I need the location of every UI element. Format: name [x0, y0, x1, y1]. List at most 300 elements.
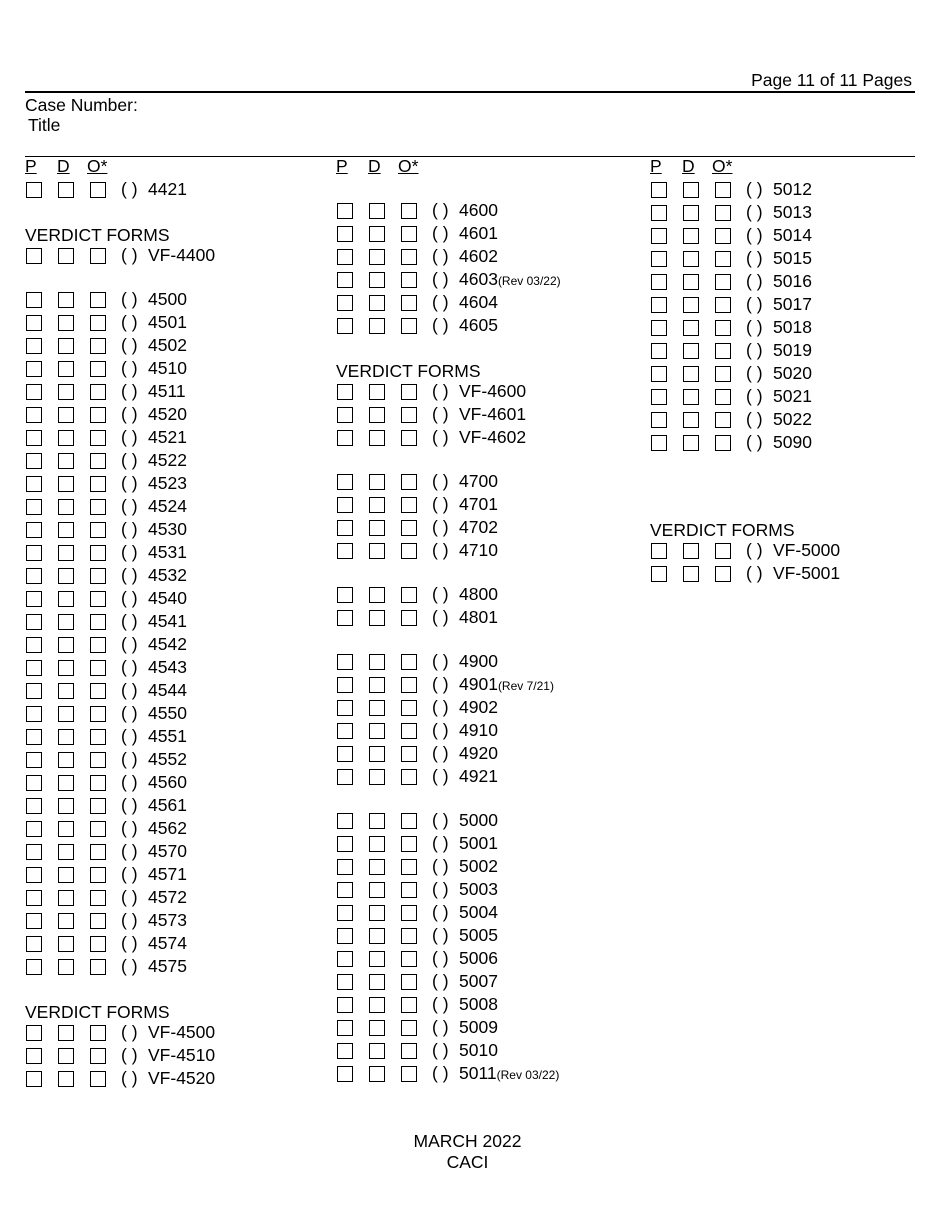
- plaintiff-checkbox[interactable]: [651, 228, 667, 244]
- defendant-checkbox[interactable]: [58, 430, 74, 446]
- defendant-checkbox[interactable]: [369, 226, 385, 242]
- defendant-checkbox[interactable]: [369, 497, 385, 513]
- plaintiff-checkbox[interactable]: [651, 274, 667, 290]
- instruction-number-text: VF-4400: [148, 245, 216, 265]
- other-checkbox[interactable]: [401, 249, 417, 265]
- plaintiff-checkbox[interactable]: [337, 1020, 353, 1036]
- plaintiff-checkbox[interactable]: [337, 746, 353, 762]
- instruction-number-text: 4501: [148, 312, 187, 332]
- instruction-number-text: 4523: [148, 473, 187, 493]
- plaintiff-checkbox[interactable]: [26, 545, 42, 561]
- defendant-checkbox[interactable]: [58, 867, 74, 883]
- instruction-row: [25, 246, 315, 269]
- other-checkbox[interactable]: [90, 292, 106, 308]
- defendant-checkbox[interactable]: [58, 959, 74, 975]
- plaintiff-checkbox[interactable]: [26, 867, 42, 883]
- plaintiff-checkbox[interactable]: [337, 430, 353, 446]
- other-checkbox[interactable]: [90, 959, 106, 975]
- plaintiff-checkbox[interactable]: [26, 430, 42, 446]
- plaintiff-checkbox[interactable]: [651, 412, 667, 428]
- plaintiff-checkbox[interactable]: [651, 543, 667, 559]
- other-checkbox[interactable]: [90, 476, 106, 492]
- other-checkbox[interactable]: [401, 318, 417, 334]
- plaintiff-checkbox[interactable]: [337, 520, 353, 536]
- instruction-row: [336, 767, 626, 790]
- other-checkbox[interactable]: [715, 228, 731, 244]
- plaintiff-checkbox[interactable]: [337, 295, 353, 311]
- plaintiff-checkbox[interactable]: [26, 936, 42, 952]
- plaintiff-checkbox[interactable]: [26, 453, 42, 469]
- instruction-number: [459, 247, 498, 266]
- other-checkbox[interactable]: [715, 182, 731, 198]
- defendant-checkbox[interactable]: [369, 974, 385, 990]
- instruction-number: [459, 472, 498, 491]
- plaintiff-checkbox[interactable]: [26, 752, 42, 768]
- defendant-checkbox[interactable]: [369, 859, 385, 875]
- defendant-checkbox[interactable]: [58, 248, 74, 264]
- paren-marker: ( ): [432, 494, 449, 514]
- plaintiff-checkbox[interactable]: [337, 249, 353, 265]
- other-checkbox[interactable]: [401, 723, 417, 739]
- other-checkbox[interactable]: [90, 1048, 106, 1064]
- plaintiff-checkbox[interactable]: [26, 913, 42, 929]
- defendant-checkbox[interactable]: [683, 435, 699, 451]
- defendant-checkbox[interactable]: [683, 366, 699, 382]
- other-checkbox[interactable]: [90, 936, 106, 952]
- other-checkbox[interactable]: [90, 752, 106, 768]
- other-checkbox[interactable]: [401, 746, 417, 762]
- plaintiff-checkbox[interactable]: [26, 1048, 42, 1064]
- defendant-checkbox[interactable]: [369, 249, 385, 265]
- defendant-checkbox[interactable]: [369, 610, 385, 626]
- defendant-checkbox[interactable]: [683, 412, 699, 428]
- plaintiff-checkbox[interactable]: [26, 384, 42, 400]
- spacer: [650, 456, 940, 477]
- other-checkbox[interactable]: [401, 497, 417, 513]
- other-checkbox[interactable]: [401, 769, 417, 785]
- other-checkbox[interactable]: [90, 545, 106, 561]
- defendant-checkbox[interactable]: [58, 890, 74, 906]
- plaintiff-checkbox[interactable]: [26, 890, 42, 906]
- plaintiff-checkbox[interactable]: [337, 497, 353, 513]
- defendant-checkbox[interactable]: [58, 453, 74, 469]
- plaintiff-checkbox[interactable]: [337, 226, 353, 242]
- instruction-number-text: 5006: [459, 948, 498, 968]
- defendant-checkbox[interactable]: [58, 637, 74, 653]
- other-checkbox[interactable]: [90, 361, 106, 377]
- instruction-number-text: 5008: [459, 994, 498, 1014]
- plaintiff-checkbox[interactable]: [337, 407, 353, 423]
- defendant-checkbox[interactable]: [369, 700, 385, 716]
- paren-marker: ( ): [432, 584, 449, 604]
- other-checkbox[interactable]: [715, 389, 731, 405]
- plaintiff-checkbox[interactable]: [337, 203, 353, 219]
- plaintiff-checkbox[interactable]: [337, 610, 353, 626]
- paren-marker: ( ): [432, 1040, 449, 1060]
- plaintiff-checkbox[interactable]: [337, 654, 353, 670]
- plaintiff-checkbox[interactable]: [26, 407, 42, 423]
- plaintiff-checkbox[interactable]: [26, 292, 42, 308]
- defendant-checkbox[interactable]: [369, 543, 385, 559]
- paren-marker: ( ): [121, 887, 138, 907]
- plaintiff-checkbox[interactable]: [651, 251, 667, 267]
- instruction-number-text: VF-4510: [148, 1045, 216, 1065]
- plaintiff-checkbox[interactable]: [26, 775, 42, 791]
- instruction-number: [148, 497, 187, 516]
- paren-marker: ( ): [432, 697, 449, 717]
- defendant-checkbox[interactable]: [369, 723, 385, 739]
- instruction-row: [336, 880, 626, 903]
- other-checkbox[interactable]: [401, 928, 417, 944]
- plaintiff-checkbox[interactable]: [26, 614, 42, 630]
- plaintiff-checkbox[interactable]: [26, 499, 42, 515]
- plaintiff-checkbox[interactable]: [26, 182, 42, 198]
- defendant-checkbox[interactable]: [58, 315, 74, 331]
- other-checkbox[interactable]: [401, 882, 417, 898]
- defendant-checkbox[interactable]: [58, 545, 74, 561]
- other-checkbox[interactable]: [401, 203, 417, 219]
- other-checkbox[interactable]: [401, 1043, 417, 1059]
- plaintiff-checkbox[interactable]: [337, 1066, 353, 1082]
- plaintiff-checkbox[interactable]: [651, 435, 667, 451]
- paren-marker: ( ): [432, 971, 449, 991]
- defendant-checkbox[interactable]: [58, 683, 74, 699]
- plaintiff-checkbox[interactable]: [26, 1025, 42, 1041]
- other-checkbox[interactable]: [401, 654, 417, 670]
- defendant-checkbox[interactable]: [683, 566, 699, 582]
- column-header: [336, 157, 626, 180]
- defendant-checkbox[interactable]: [369, 1043, 385, 1059]
- other-checkbox[interactable]: [90, 182, 106, 198]
- instruction-number: [459, 811, 498, 830]
- defendant-checkbox[interactable]: [58, 292, 74, 308]
- plaintiff-checkbox[interactable]: [337, 928, 353, 944]
- plaintiff-checkbox[interactable]: [337, 951, 353, 967]
- other-checkbox[interactable]: [715, 366, 731, 382]
- defendant-checkbox[interactable]: [369, 295, 385, 311]
- other-checkbox[interactable]: [401, 813, 417, 829]
- plaintiff-checkbox[interactable]: [26, 315, 42, 331]
- defendant-checkbox[interactable]: [369, 430, 385, 446]
- defendant-checkbox[interactable]: [369, 654, 385, 670]
- plaintiff-checkbox[interactable]: [337, 272, 353, 288]
- defendant-checkbox[interactable]: [683, 274, 699, 290]
- paren-marker: ( ): [746, 294, 763, 314]
- defendant-checkbox[interactable]: [369, 384, 385, 400]
- paren-marker: ( ): [432, 994, 449, 1014]
- instruction-number-text: 5010: [459, 1040, 498, 1060]
- other-checkbox[interactable]: [90, 729, 106, 745]
- defendant-checkbox[interactable]: [58, 1048, 74, 1064]
- header-rule: [25, 91, 915, 93]
- defendant-checkbox[interactable]: [58, 1025, 74, 1041]
- plaintiff-checkbox[interactable]: [337, 859, 353, 875]
- defendant-checkbox[interactable]: [683, 205, 699, 221]
- other-checkbox[interactable]: [90, 890, 106, 906]
- defendant-checkbox[interactable]: [58, 844, 74, 860]
- other-checkbox[interactable]: [90, 614, 106, 630]
- other-checkbox[interactable]: [90, 568, 106, 584]
- instruction-number: [148, 313, 187, 332]
- other-checkbox[interactable]: [401, 226, 417, 242]
- plaintiff-checkbox[interactable]: [26, 338, 42, 354]
- other-checkbox[interactable]: [715, 251, 731, 267]
- defendant-checkbox[interactable]: [683, 182, 699, 198]
- other-checkbox[interactable]: [401, 677, 417, 693]
- defendant-checkbox[interactable]: [58, 821, 74, 837]
- other-checkbox[interactable]: [90, 430, 106, 446]
- other-checkbox[interactable]: [401, 1020, 417, 1036]
- plaintiff-checkbox[interactable]: [337, 677, 353, 693]
- defendant-checkbox[interactable]: [58, 913, 74, 929]
- plaintiff-checkbox[interactable]: [651, 205, 667, 221]
- other-checkbox[interactable]: [401, 610, 417, 626]
- other-checkbox[interactable]: [90, 248, 106, 264]
- defendant-checkbox[interactable]: [58, 752, 74, 768]
- plaintiff-checkbox[interactable]: [26, 844, 42, 860]
- defendant-checkbox[interactable]: [369, 407, 385, 423]
- plaintiff-checkbox[interactable]: [337, 723, 353, 739]
- plaintiff-checkbox[interactable]: [26, 798, 42, 814]
- defendant-checkbox[interactable]: [58, 522, 74, 538]
- paren-marker: ( ): [121, 657, 138, 677]
- instruction-row: [336, 949, 626, 972]
- defendant-checkbox[interactable]: [369, 272, 385, 288]
- instruction-number-text: VF-4601: [459, 404, 527, 424]
- plaintiff-checkbox[interactable]: [337, 474, 353, 490]
- instruction-number: [148, 336, 187, 355]
- other-checkbox[interactable]: [401, 836, 417, 852]
- other-checkbox[interactable]: [401, 474, 417, 490]
- defendant-checkbox[interactable]: [58, 476, 74, 492]
- other-checkbox[interactable]: [90, 407, 106, 423]
- other-checkbox[interactable]: [715, 320, 731, 336]
- other-checkbox[interactable]: [90, 522, 106, 538]
- other-checkbox[interactable]: [401, 951, 417, 967]
- other-checkbox[interactable]: [401, 1066, 417, 1082]
- plaintiff-checkbox[interactable]: [651, 366, 667, 382]
- defendant-checkbox[interactable]: [58, 798, 74, 814]
- spacer: [336, 451, 626, 472]
- defendant-checkbox[interactable]: [369, 1066, 385, 1082]
- other-checkbox[interactable]: [90, 867, 106, 883]
- instruction-number: [773, 272, 812, 291]
- defendant-checkbox[interactable]: [369, 203, 385, 219]
- instruction-number-text: VF-5001: [773, 563, 841, 583]
- defendant-checkbox[interactable]: [369, 318, 385, 334]
- instruction-row: [25, 1046, 315, 1069]
- defendant-checkbox[interactable]: [58, 338, 74, 354]
- defendant-checkbox[interactable]: [369, 1020, 385, 1036]
- plaintiff-checkbox[interactable]: [337, 813, 353, 829]
- defendant-checkbox[interactable]: [369, 474, 385, 490]
- defendant-checkbox[interactable]: [58, 614, 74, 630]
- defendant-checkbox[interactable]: [683, 343, 699, 359]
- defendant-checkbox[interactable]: [683, 543, 699, 559]
- plaintiff-checkbox[interactable]: [26, 637, 42, 653]
- plaintiff-checkbox[interactable]: [26, 959, 42, 975]
- paren-marker: ( ): [121, 910, 138, 930]
- plaintiff-checkbox[interactable]: [26, 706, 42, 722]
- plaintiff-checkbox[interactable]: [26, 660, 42, 676]
- other-checkbox[interactable]: [715, 543, 731, 559]
- paren-marker: ( ): [746, 317, 763, 337]
- plaintiff-checkbox[interactable]: [337, 1043, 353, 1059]
- other-checkbox[interactable]: [90, 660, 106, 676]
- instruction-number-text: 4574: [148, 933, 187, 953]
- other-checkbox[interactable]: [90, 499, 106, 515]
- other-checkbox[interactable]: [715, 343, 731, 359]
- plaintiff-checkbox[interactable]: [651, 566, 667, 582]
- other-checkbox[interactable]: [90, 338, 106, 354]
- other-checkbox[interactable]: [401, 905, 417, 921]
- other-checkbox[interactable]: [90, 1071, 106, 1087]
- defendant-checkbox[interactable]: [369, 587, 385, 603]
- defendant-checkbox[interactable]: [58, 499, 74, 515]
- plaintiff-checkbox[interactable]: [651, 297, 667, 313]
- instruction-number-text: VF-4500: [148, 1022, 216, 1042]
- defendant-checkbox[interactable]: [369, 997, 385, 1013]
- plaintiff-checkbox[interactable]: [26, 729, 42, 745]
- plaintiff-checkbox[interactable]: [337, 700, 353, 716]
- defendant-checkbox[interactable]: [58, 361, 74, 377]
- instruction-number-text: 5018: [773, 317, 812, 337]
- other-checkbox[interactable]: [90, 315, 106, 331]
- instruction-number: [459, 903, 498, 922]
- defendant-checkbox[interactable]: [683, 389, 699, 405]
- other-checkbox[interactable]: [401, 272, 417, 288]
- defendant-checkbox[interactable]: [369, 746, 385, 762]
- defendant-checkbox[interactable]: [58, 407, 74, 423]
- other-checkbox[interactable]: [90, 637, 106, 653]
- defendant-checkbox[interactable]: [683, 251, 699, 267]
- defendant-checkbox[interactable]: [369, 677, 385, 693]
- other-checkbox[interactable]: [401, 430, 417, 446]
- other-checkbox[interactable]: [90, 683, 106, 699]
- other-checkbox[interactable]: [401, 520, 417, 536]
- other-checkbox[interactable]: [401, 407, 417, 423]
- paren-marker: ( ): [432, 766, 449, 786]
- plaintiff-checkbox[interactable]: [26, 522, 42, 538]
- paren-marker: ( ): [121, 818, 138, 838]
- plaintiff-checkbox[interactable]: [337, 836, 353, 852]
- plaintiff-checkbox[interactable]: [26, 591, 42, 607]
- paren-marker: ( ): [746, 225, 763, 245]
- other-checkbox[interactable]: [90, 591, 106, 607]
- defendant-checkbox[interactable]: [369, 905, 385, 921]
- plaintiff-checkbox[interactable]: [337, 543, 353, 559]
- defendant-checkbox[interactable]: [58, 182, 74, 198]
- other-checkbox[interactable]: [715, 297, 731, 313]
- other-checkbox[interactable]: [401, 974, 417, 990]
- other-checkbox[interactable]: [715, 435, 731, 451]
- defendant-checkbox[interactable]: [58, 775, 74, 791]
- defendant-checkbox[interactable]: [58, 384, 74, 400]
- defendant-checkbox[interactable]: [58, 936, 74, 952]
- other-checkbox[interactable]: [90, 798, 106, 814]
- plaintiff-checkbox[interactable]: [337, 882, 353, 898]
- instruction-row: [25, 704, 315, 727]
- defendant-checkbox[interactable]: [369, 928, 385, 944]
- defendant-checkbox[interactable]: [58, 729, 74, 745]
- defendant-checkbox[interactable]: [369, 813, 385, 829]
- plaintiff-checkbox[interactable]: [26, 821, 42, 837]
- instruction-row: [336, 293, 626, 316]
- plaintiff-checkbox[interactable]: [337, 384, 353, 400]
- other-checkbox[interactable]: [715, 412, 731, 428]
- other-checkbox[interactable]: [90, 384, 106, 400]
- other-checkbox[interactable]: [90, 453, 106, 469]
- plaintiff-checkbox[interactable]: [26, 361, 42, 377]
- other-checkbox[interactable]: [401, 700, 417, 716]
- defendant-checkbox[interactable]: [58, 660, 74, 676]
- plaintiff-checkbox[interactable]: [26, 568, 42, 584]
- plaintiff-checkbox[interactable]: [26, 1071, 42, 1087]
- plaintiff-checkbox[interactable]: [651, 343, 667, 359]
- defendant-checkbox[interactable]: [58, 706, 74, 722]
- plaintiff-checkbox[interactable]: [651, 389, 667, 405]
- other-checkbox[interactable]: [90, 775, 106, 791]
- defendant-checkbox[interactable]: [683, 320, 699, 336]
- defendant-checkbox[interactable]: [369, 882, 385, 898]
- instruction-row: [336, 382, 626, 405]
- plaintiff-checkbox[interactable]: [26, 476, 42, 492]
- defendant-checkbox[interactable]: [58, 591, 74, 607]
- plaintiff-checkbox[interactable]: [337, 587, 353, 603]
- plaintiff-checkbox[interactable]: [26, 683, 42, 699]
- other-checkbox[interactable]: [90, 1025, 106, 1041]
- plaintiff-checkbox[interactable]: [337, 974, 353, 990]
- plaintiff-checkbox[interactable]: [337, 318, 353, 334]
- other-checkbox[interactable]: [715, 205, 731, 221]
- other-checkbox[interactable]: [90, 821, 106, 837]
- instruction-number: [773, 226, 812, 245]
- defendant-checkbox[interactable]: [683, 228, 699, 244]
- other-checkbox[interactable]: [401, 997, 417, 1013]
- other-checkbox[interactable]: [90, 913, 106, 929]
- other-checkbox[interactable]: [401, 543, 417, 559]
- defendant-checkbox[interactable]: [683, 297, 699, 313]
- instruction-row: [25, 290, 315, 313]
- other-checkbox[interactable]: [401, 859, 417, 875]
- defendant-checkbox[interactable]: [58, 1071, 74, 1087]
- paren-marker: ( ): [121, 1068, 138, 1088]
- defendant-checkbox[interactable]: [369, 951, 385, 967]
- other-checkbox[interactable]: [401, 587, 417, 603]
- other-checkbox[interactable]: [401, 384, 417, 400]
- plaintiff-checkbox[interactable]: [337, 997, 353, 1013]
- paren-marker: ( ): [432, 651, 449, 671]
- plaintiff-checkbox[interactable]: [26, 248, 42, 264]
- defendant-checkbox[interactable]: [58, 568, 74, 584]
- defendant-checkbox[interactable]: [369, 520, 385, 536]
- defendant-checkbox[interactable]: [369, 836, 385, 852]
- other-checkbox[interactable]: [715, 566, 731, 582]
- plaintiff-checkbox[interactable]: [651, 320, 667, 336]
- other-checkbox[interactable]: [90, 706, 106, 722]
- defendant-checkbox[interactable]: [369, 769, 385, 785]
- other-checkbox[interactable]: [715, 274, 731, 290]
- instruction-number-text: 4910: [459, 720, 498, 740]
- other-checkbox[interactable]: [90, 844, 106, 860]
- instruction-number-text: 5007: [459, 971, 498, 991]
- plaintiff-checkbox[interactable]: [337, 769, 353, 785]
- paren-marker: ( ): [432, 1017, 449, 1037]
- other-checkbox[interactable]: [401, 295, 417, 311]
- plaintiff-checkbox[interactable]: [651, 182, 667, 198]
- paren-marker: ( ): [121, 634, 138, 654]
- plaintiff-checkbox[interactable]: [337, 905, 353, 921]
